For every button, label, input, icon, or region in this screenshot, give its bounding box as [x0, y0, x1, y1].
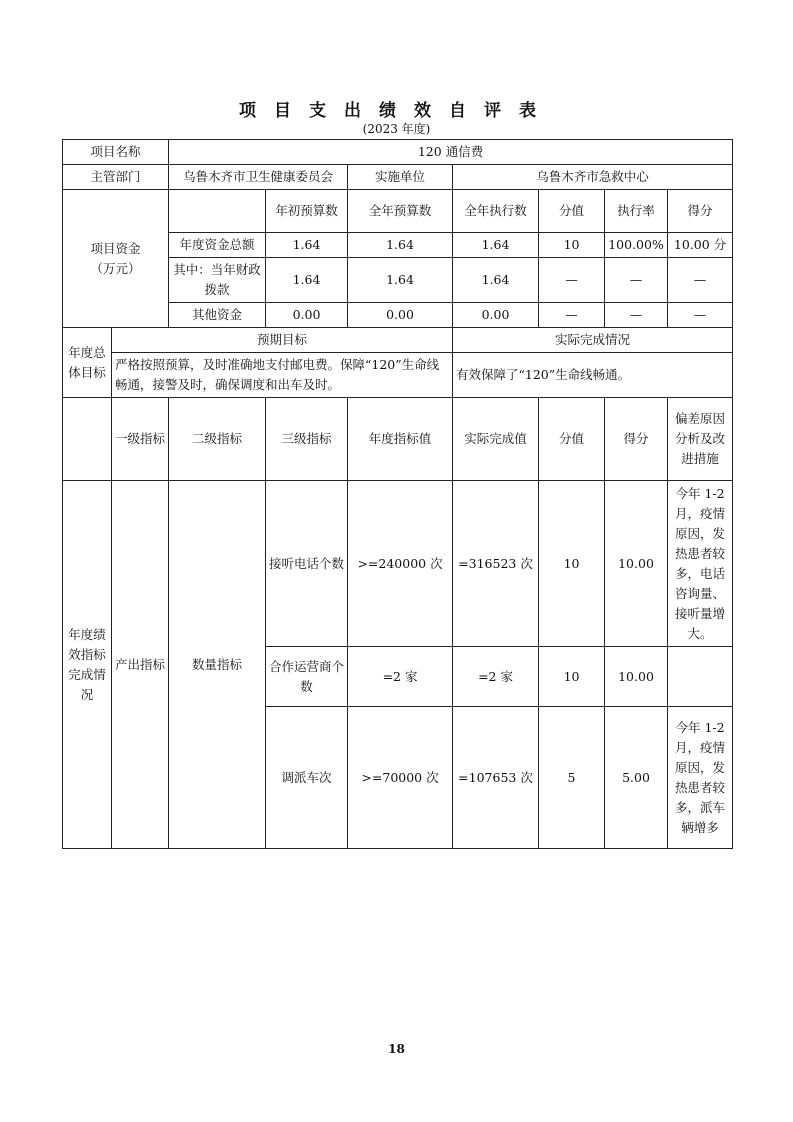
- funds-cell: —: [539, 258, 605, 303]
- indicator-points: 10.00: [605, 647, 668, 707]
- page-number: 18: [388, 1042, 405, 1056]
- indicator-score: 5: [539, 707, 605, 849]
- funds-cell: 1.64: [348, 233, 453, 258]
- funds-header-annual-budget: 全年预算数: [348, 190, 453, 233]
- funds-cell: —: [605, 303, 668, 328]
- page-title: 项目支出绩效自评表: [239, 101, 554, 121]
- funds-header-executed: 全年执行数: [453, 190, 539, 233]
- indicator-target: >=70000 次: [348, 707, 453, 849]
- goals-content-row: [63, 353, 733, 398]
- department-row: [63, 165, 733, 190]
- funds-row-label: 年度资金总额: [169, 233, 266, 258]
- goals-expected-header: 预期目标: [112, 328, 453, 353]
- indicators-header-level2: 二级指标: [169, 398, 266, 481]
- indicator-level3: 调派车次: [266, 707, 348, 849]
- goals-actual: 有效保障了“120”生命线畅通。: [453, 353, 733, 398]
- implementing-unit-name: 乌鲁木齐市急救中心: [453, 165, 733, 190]
- indicators-header-level3: 三级指标: [266, 398, 348, 481]
- goals-expected: 严格按照预算，及时准确地支付邮电费。保障“120”生命线畅通，接警及时，确保调度和出车及时。: [112, 353, 453, 398]
- funds-cell: 10: [539, 233, 605, 258]
- indicators-header-points: 得分: [605, 398, 668, 481]
- indicator-level2: 数量指标: [169, 481, 266, 849]
- indicators-header-level1: 一级指标: [112, 398, 169, 481]
- indicators-header-actual: 实际完成值: [453, 398, 539, 481]
- funds-cell: 1.64: [266, 258, 348, 303]
- funds-cell: —: [668, 258, 733, 303]
- funds-cell: 0.00: [348, 303, 453, 328]
- project-name-row: [63, 140, 733, 165]
- project-name: 120 通信费: [169, 140, 733, 165]
- funds-header-score-value: 分值: [539, 190, 605, 233]
- department-name: 乌鲁木齐市卫生健康委员会: [169, 165, 348, 190]
- indicator-row: [63, 481, 733, 647]
- indicator-reason: 今年 1-2 月，疫情原因，发热患者较多，电话咨询量、接听量增大。: [668, 481, 733, 647]
- funds-cell: 0.00: [266, 303, 348, 328]
- project-name-label: 项目名称: [63, 140, 169, 165]
- implementing-unit-label: 实施单位: [348, 165, 453, 190]
- funds-row-label: 其中：当年财政拨款: [169, 258, 266, 303]
- indicators-header-target: 年度指标值: [348, 398, 453, 481]
- indicator-points: 5.00: [605, 707, 668, 849]
- report-year: (2023 年度): [362, 122, 431, 136]
- indicator-reason: 今年 1-2 月，疫情原因，发热患者较多，派车辆增多: [668, 707, 733, 849]
- indicator-actual: =316523 次: [453, 481, 539, 647]
- indicator-level3: 接听电话个数: [266, 481, 348, 647]
- funds-header-execution-rate: 执行率: [605, 190, 668, 233]
- goals-label: 年度总体目标: [63, 328, 112, 398]
- indicator-target: =2 家: [348, 647, 453, 707]
- indicators-header-reason: 偏差原因分析及改进措施: [668, 398, 733, 481]
- indicator-score: 10: [539, 647, 605, 707]
- indicator-actual: =2 家: [453, 647, 539, 707]
- indicator-level3: 合作运营商个数: [266, 647, 348, 707]
- funds-cell: 1.64: [453, 258, 539, 303]
- funds-cell: 1.64: [348, 258, 453, 303]
- funds-cell: 1.64: [266, 233, 348, 258]
- funds-header-initial-budget: 年初预算数: [266, 190, 348, 233]
- indicator-points: 10.00: [605, 481, 668, 647]
- funds-row-label: 其他资金: [169, 303, 266, 328]
- funds-header-blank: [169, 190, 266, 233]
- indicators-header-score: 分值: [539, 398, 605, 481]
- department-label: 主管部门: [63, 165, 169, 190]
- indicators-header-row: [63, 398, 733, 481]
- indicator-reason: [668, 647, 733, 707]
- indicator-score: 10: [539, 481, 605, 647]
- indicator-target: >=240000 次: [348, 481, 453, 647]
- funds-cell: 1.64: [453, 233, 539, 258]
- funds-label: 项目资金 （万元）: [63, 190, 169, 328]
- performance-table: [62, 139, 733, 849]
- funds-cell: —: [605, 258, 668, 303]
- goals-header-row: [63, 328, 733, 353]
- funds-header-points: 得分: [668, 190, 733, 233]
- funds-cell: —: [539, 303, 605, 328]
- funds-header-row: [63, 190, 733, 233]
- funds-cell: —: [668, 303, 733, 328]
- indicators-header-blank: [63, 398, 112, 481]
- funds-cell: 100.00%: [605, 233, 668, 258]
- funds-cell: 0.00: [453, 303, 539, 328]
- indicator-actual: =107653 次: [453, 707, 539, 849]
- goals-actual-header: 实际完成情况: [453, 328, 733, 353]
- indicator-level1: 产出指标: [112, 481, 169, 849]
- funds-cell: 10.00 分: [668, 233, 733, 258]
- indicators-section-label: 年度绩效指标完成情况: [63, 481, 112, 849]
